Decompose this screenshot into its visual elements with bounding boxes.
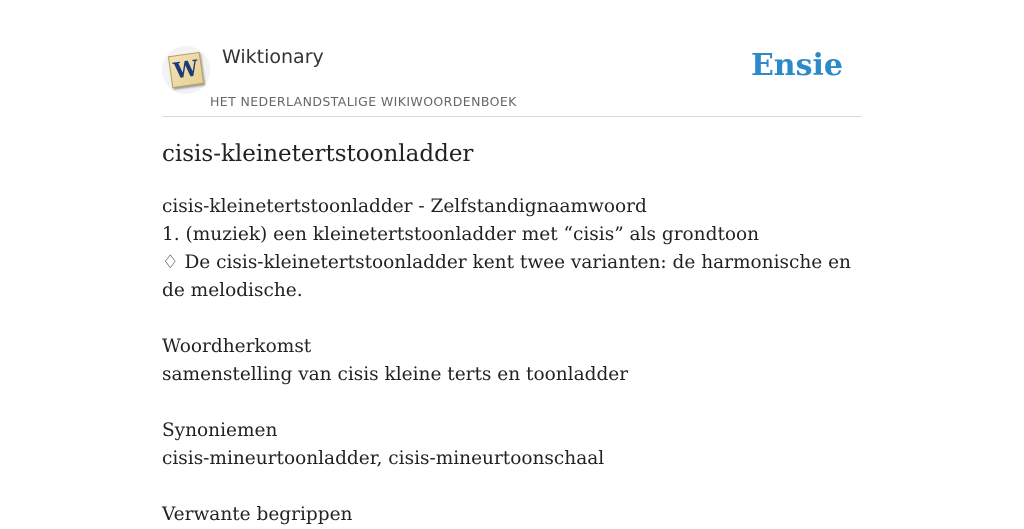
- spacer: [162, 305, 862, 333]
- related-heading: Verwante begrippen: [162, 504, 353, 525]
- spacer: [162, 389, 862, 417]
- site-header: [162, 0, 862, 117]
- synonyms-text: cisis-mineurtoonladder, cisis-mineurtoonschaal: [162, 448, 605, 469]
- etymology-heading: Woordherkomst: [162, 336, 312, 357]
- spacer: [162, 473, 862, 501]
- logo-letter: W: [171, 55, 201, 85]
- etymology-text: samenstelling van cisis kleine terts en toonladder: [162, 364, 629, 385]
- page: [162, 0, 862, 525]
- definition-line: 1. (muziek) een kleinetertstoonladder met “cisis” als grondtoon: [162, 224, 760, 245]
- site-name[interactable]: Wiktionary: [222, 46, 324, 68]
- part-of-speech-line: cisis-kleinetertstoonladder - Zelfstandignaamwoord: [162, 196, 647, 217]
- wiktionary-logo[interactable]: [162, 46, 210, 94]
- logo-tile-icon: [168, 52, 204, 88]
- site-subtitle: HET NEDERLANDSTALIGE WIKIWOORDENBOEK: [210, 94, 517, 109]
- ensie-brand-link[interactable]: Ensie: [750, 48, 843, 83]
- example-line: ♢ De cisis-kleinetertstoonladder kent twee varianten: de harmonische en de melodische.: [162, 252, 851, 301]
- page-title: cisis-kleinetertstoonladder: [162, 141, 474, 167]
- synonyms-heading: Synoniemen: [162, 420, 278, 441]
- entry-content: [162, 193, 862, 529]
